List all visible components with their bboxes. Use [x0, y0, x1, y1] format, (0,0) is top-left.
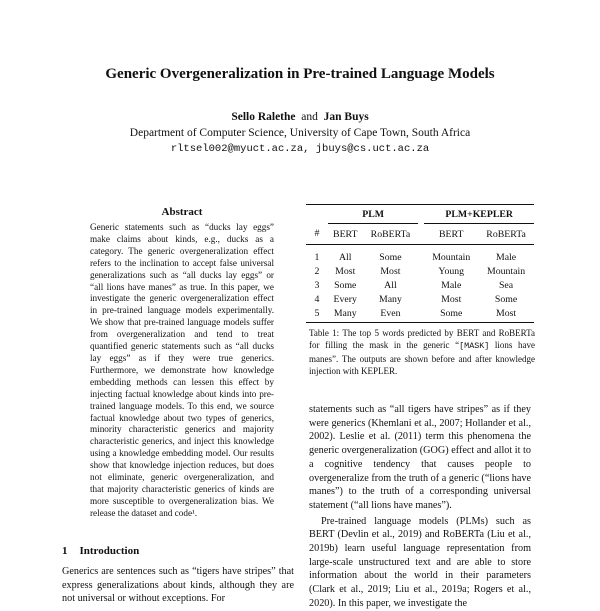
- table-cell: Sea: [498, 279, 514, 291]
- paper-title: Generic Overgeneralization in Pre-trained Language Models: [105, 66, 495, 82]
- col-header: RoBERTa: [478, 224, 534, 245]
- table-cell: Some: [334, 279, 357, 291]
- table-header-row: [306, 224, 534, 245]
- right-column-body: [309, 403, 531, 611]
- section-heading: [62, 545, 139, 557]
- table-caption: [309, 327, 535, 378]
- group-label-plm: PLM: [328, 205, 418, 224]
- section-number: 1: [62, 545, 68, 557]
- table-row: [306, 245, 534, 265]
- table-cell: Most: [380, 265, 401, 277]
- table-cell: Young: [438, 265, 465, 277]
- table-cell: Male: [441, 279, 462, 291]
- table-row: [306, 278, 534, 292]
- table-cell: 2: [314, 265, 320, 277]
- table-group-row: [306, 205, 534, 224]
- caption-part: Table 1: The top 5 words predicted by BERT and RoBERTa for filling the mask in the generic “: [309, 328, 535, 351]
- table-cell: All: [384, 279, 397, 291]
- table-cell: 3: [314, 279, 320, 291]
- table-cell: Mountain: [432, 251, 471, 263]
- abstract-text: Generic statements such as “ducks lay eggs” make claims about kinds, e.g., ducks as a category. The generic overgeneralization effect refers to the inclination to accept false universal generalizations such as “all ducks lay eggs” or “all lions have manes” as true. In this paper, we investigate the generic overgeneralization effect in pre-trained language models experimentally. We show that pre-trained language models suffer from overgeneralization and tend to treat quantified generic statements such as “all ducks lay eggs” as if they were true generics. Furthermore, we demonstrate how knowledge embedding methods can lessen this effect by injecting factual knowledge about kinds into pre-trained language models. To this end, we source factual knowledge about two types of generics, minority characteristic generics and majority characteristic generics, and inject this knowledge using a knowledge embedding model. Our results show that knowledge injection reduces, but does not eliminate, generic overgeneralization, and that majority characteristic generics of kinds are more susceptible to overgeneralization bias. We release the dataset and code¹.: [90, 222, 274, 518]
- intro-text: Generics are sentences such as “tigers have stripes” that express generalizations about kinds, although they are not universal or without exceptions. For: [62, 566, 294, 605]
- table-cell: Many: [328, 306, 363, 323]
- table-cell: 1: [314, 251, 320, 263]
- table-cell: Most: [441, 293, 462, 305]
- table-row: [306, 306, 534, 323]
- results-table: [306, 204, 534, 323]
- table-cell: Most: [335, 265, 356, 277]
- paragraph: Pre-trained language models (PLMs) such as BERT (Devlin et al., 2019) and RoBERTa (Liu et al., 2019b) learn useful language representation from large-scale unstructured text and are able to store information about the world in their parameters (Clark et al., 2019; Liu et al., 2019a; Rogers et al., 2020). In this paper, we investigate the: [309, 515, 531, 609]
- table-cell: Even: [363, 306, 419, 323]
- author-emails: rltsel002@myuct.ac.za, jbuys@cs.uct.ac.za: [170, 143, 430, 155]
- table-cell: Mountain: [487, 265, 526, 277]
- table-cell: Some: [379, 251, 402, 263]
- col-header: RoBERTa: [363, 224, 419, 245]
- table-cell: Most: [478, 306, 534, 323]
- affiliation: Department of Computer Science, University of Cape Town, South Africa: [129, 127, 471, 139]
- table-cell: Many: [379, 293, 402, 305]
- table-cell: Male: [496, 251, 517, 263]
- table-cell: 5: [306, 306, 328, 323]
- authors: [0, 111, 600, 123]
- col-header: BERT: [424, 224, 478, 245]
- col-header: #: [306, 224, 328, 245]
- author-2: Jan Buys: [323, 111, 369, 123]
- table-cell: All: [338, 251, 352, 263]
- caption-part: lions have manes”. The outputs are shown before and after knowledge injection with KEPLER.: [309, 340, 535, 377]
- table-row: [306, 292, 534, 306]
- table-cell: Some: [494, 293, 518, 305]
- author-1: Sello Ralethe: [231, 111, 296, 123]
- caption-mask-token: [MASK]: [459, 341, 490, 352]
- section-title: Introduction: [79, 545, 140, 557]
- paragraph: statements such as “all tigers have stripes” as if they were generics (Khemlani et al., 2007; Hollander et al., 2002). Leslie et al. (2011) term this phenomena the generic overgeneralization (GOG) effect and allot it to a cognitive tendency that causes people to overgeneralize from the truth of a generic (“lions have manes”) to the truth of a corresponding universal statement (“all lions have manes”).: [309, 404, 531, 511]
- table-row: [306, 264, 534, 278]
- abstract-heading: Abstract: [161, 206, 203, 218]
- table-cell: Some: [424, 306, 478, 323]
- author-conjunction: and: [301, 111, 318, 123]
- group-label-plm-kepler: PLM+KEPLER: [424, 205, 534, 224]
- col-header: BERT: [328, 224, 363, 245]
- table-cell: Every: [333, 293, 357, 305]
- table-cell: 4: [314, 293, 320, 305]
